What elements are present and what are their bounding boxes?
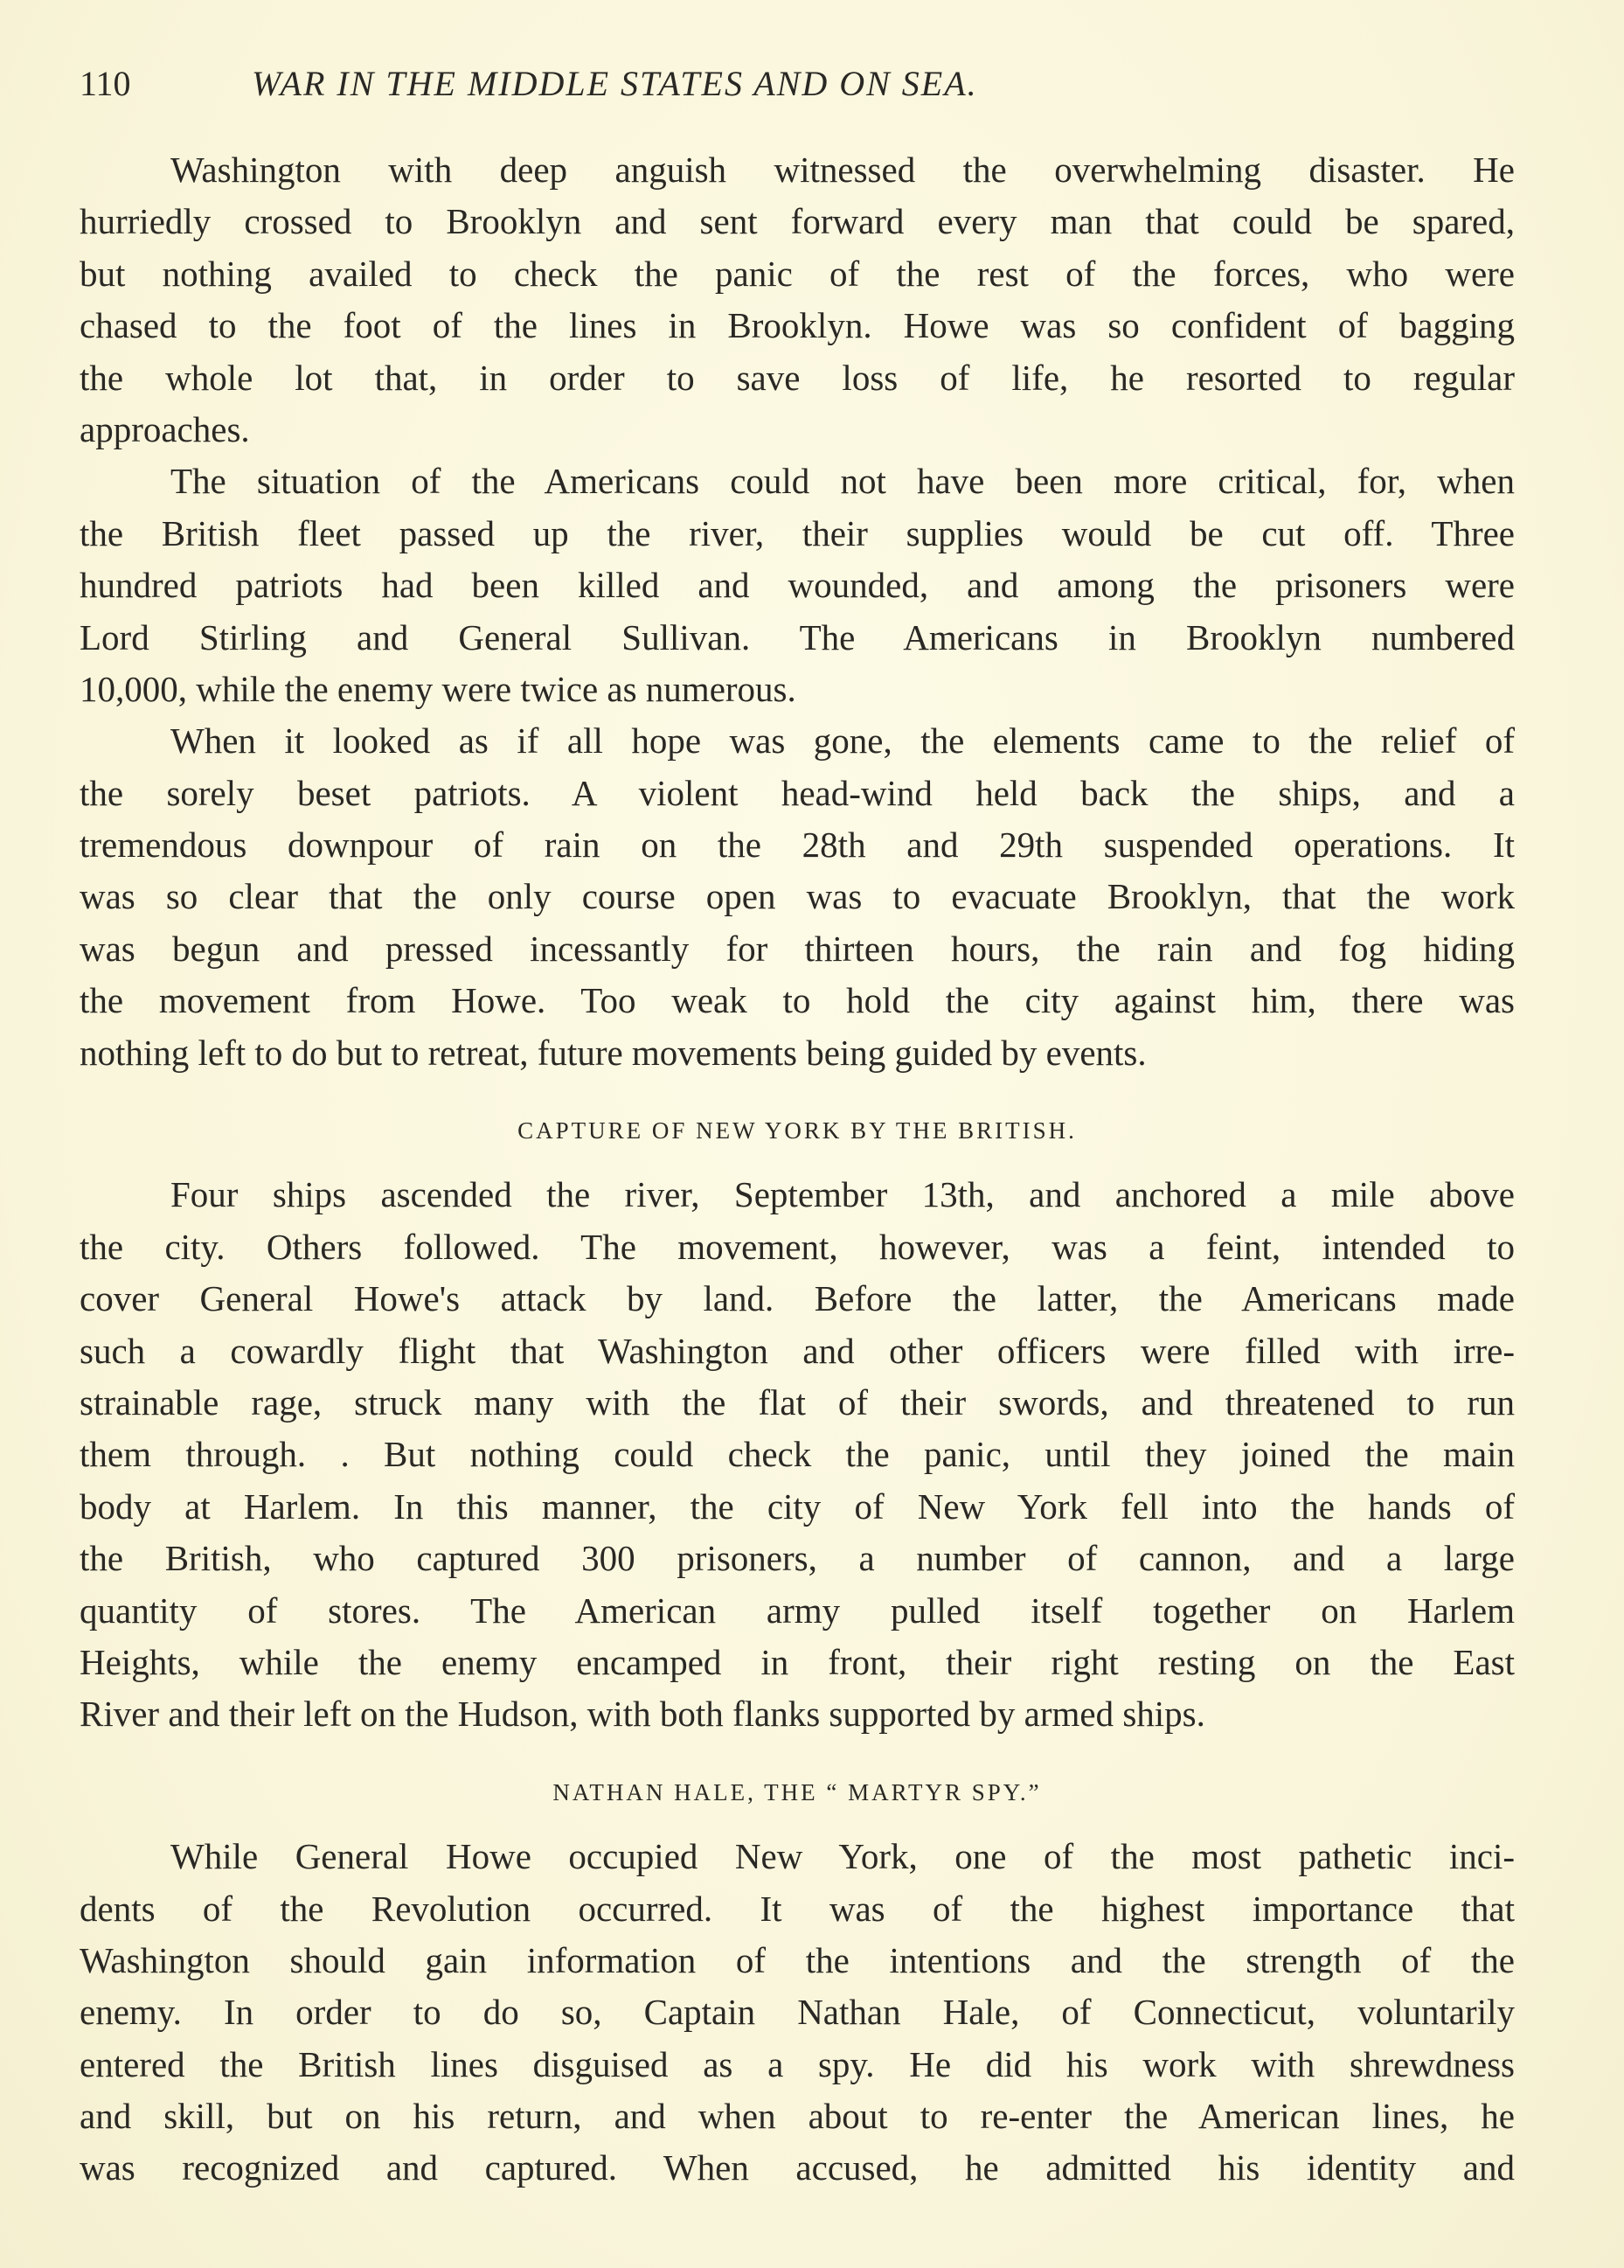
text-line: cover General Howe's attack by land. Before the latter, the Americans made [80,1278,1515,1319]
paragraph [80,1169,1515,1740]
text-line: them through. . But nothing could check the panic, until they joined the main [80,1434,1515,1475]
text-line: body at Harlem. In this manner, the city of New York fell into the hands of [80,1485,1515,1527]
paragraph [80,456,1515,715]
running-title: WAR IN THE MIDDLE STATES AND ON SEA. [252,64,978,103]
paragraph [80,144,1515,456]
text-line: Heights, while the enemy encamped in front, their right resting on the East [80,1641,1515,1682]
text-line: While General Howe occupied New York, one of the most pathetic inci- [170,1836,1515,1877]
page-body [80,144,1515,2195]
text-line: nothing left to do but to retreat, future movements being guided by events. [80,1032,1147,1073]
text-line: chased to the foot of the lines in Brooklyn. Howe was so confident of bagging [80,305,1515,346]
text-line: hundred patriots had been killed and wounded, and among the prisoners were [80,565,1515,606]
text-line: River and their left on the Hudson, with both flanks supported by armed ships. [80,1694,1205,1735]
text-line: entered the British lines disguised as a spy. He did his work with shrewdness [80,2043,1515,2084]
text-line: Lord Stirling and General Sullivan. The Americans in Brooklyn numbered [80,616,1515,657]
text-line: the British fleet passed up the river, their supplies would be cut off. Three [80,512,1515,553]
text-line: Four ships ascended the river, September 13th, and anchored a mile above [170,1174,1515,1215]
text-line: quantity of stores. The American army pulled itself together on Harlem [80,1590,1515,1631]
text-line: strainable rage, struck many with the flat of their swords, and threatened to run [80,1381,1515,1423]
text-line: was begun and pressed incessantly for thirteen hours, the rain and fog hiding [80,928,1515,969]
text-line: but nothing availed to check the panic of the rest of the forces, who were [80,253,1515,294]
text-line: The situation of the Americans could not have been more critical, for, when [170,461,1515,502]
text-line: the whole lot that, in order to save loss of life, he resorted to regular [80,357,1515,398]
text-line: tremendous downpour of rain on the 28th and 29th suspended operations. It [80,824,1515,866]
text-line: the city. Others followed. The movement, however, was a feint, intended to [80,1226,1515,1267]
text-line: the movement from Howe. Too weak to hold the city against him, there was [80,980,1515,1021]
running-header [80,63,1515,112]
section-heading: NATHAN HALE, THE “ MARTYR SPY.” [552,1778,1042,1805]
text-line: the sorely beset patriots. A violent head-wind held back the ships, and a [80,772,1515,813]
text-line: enemy. In order to do so, Captain Nathan Hale, of Connecticut, voluntarily [80,1992,1515,2033]
text-line: was so clear that the only course open was to evacuate Brooklyn, that the work [80,876,1515,917]
text-line: Washington with deep anguish witnessed the overwhelming disaster. He [170,150,1515,190]
page-number: 110 [80,64,131,103]
paragraph [80,1831,1515,2195]
text-line: the British, who captured 300 prisoners, a number of cannon, and a large [80,1538,1515,1579]
text-line: dents of the Revolution occurred. It was of the highest importance that [80,1888,1515,1929]
text-line: When it looked as if all hope was gone, the elements came to the relief of [170,720,1515,762]
text-line: and skill, but on his return, and when about to re-enter the American lines, he [80,2096,1515,2137]
text-line: hurriedly crossed to Brooklyn and sent forward every man that could be spared, [80,201,1515,242]
text-line: 10,000, while the enemy were twice as numerous. [80,668,796,709]
text-line: Washington should gain information of the intentions and the strength of the [80,1939,1515,1980]
text-line: such a cowardly flight that Washington and other officers were filled with irre- [80,1330,1515,1371]
section-heading: CAPTURE OF NEW YORK BY THE BRITISH. [517,1117,1077,1144]
paragraph [80,715,1515,1079]
text-line: was recognized and captured. When accused, he admitted his identity and [80,2147,1515,2188]
text-line: approaches. [80,408,250,449]
